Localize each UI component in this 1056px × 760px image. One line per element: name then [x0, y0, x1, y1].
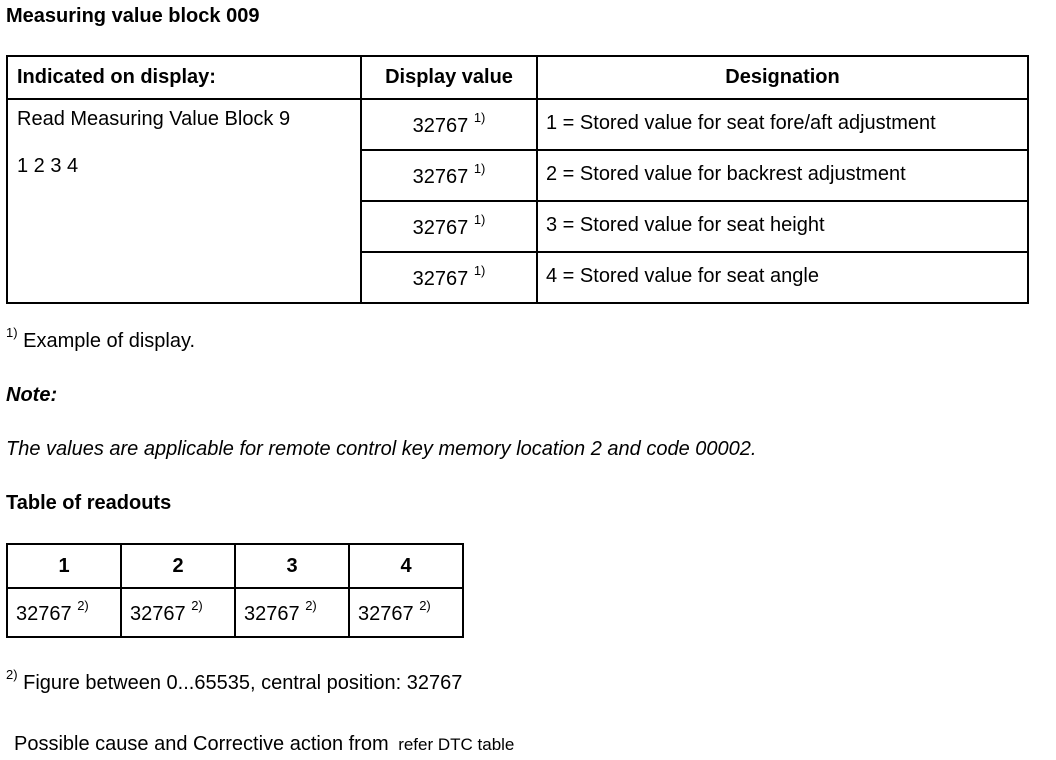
footnote-2: [6, 667, 463, 695]
designation-cell: 1 = Stored value for seat fore/aft adjustment: [537, 99, 1028, 150]
indicated-on-display-cell: [7, 99, 361, 303]
header-designation: Designation: [537, 56, 1028, 99]
note-label: Note:: [6, 384, 58, 406]
display-value: 32767: [412, 217, 469, 239]
readouts-header-row: [7, 544, 463, 588]
cause-label: Possible cause and Corrective action from: [14, 733, 389, 755]
readouts-row: [7, 588, 463, 637]
footnote-ref: 1): [473, 212, 486, 228]
footnote-ref: 2): [419, 597, 431, 613]
display-value-cell: [361, 99, 537, 150]
display-value: 32767: [412, 268, 469, 290]
readouts-header-1: 1: [7, 544, 121, 588]
footnote-ref: 1): [473, 263, 486, 279]
readout-cell-2: [121, 588, 235, 637]
page-title: Measuring value block 009: [6, 5, 260, 27]
footnote-1: [6, 325, 196, 353]
cause-line: [14, 733, 514, 756]
display-value-cell: [361, 150, 537, 201]
readout-value: 32767: [16, 602, 72, 625]
footnote-1-text: Example of display.: [23, 330, 196, 352]
readouts-header-3: 3: [235, 544, 349, 588]
readouts-header-2: 2: [121, 544, 235, 588]
header-display-value: Display value: [361, 56, 537, 99]
designation-cell: 4 = Stored value for seat angle: [537, 252, 1028, 303]
display-value-cell: [361, 252, 537, 303]
note-text: The values are applicable for remote control key memory location 2 and code 00002.: [6, 438, 757, 460]
display-value: 32767: [412, 115, 469, 137]
footnote-2-text: Figure between 0...65535, central position: 32767: [23, 672, 463, 694]
indicated-fields: 1 2 3 4: [17, 155, 79, 177]
header-indicated-on-display: Indicated on display:: [7, 56, 361, 99]
footnote-ref: 1): [473, 161, 486, 177]
footnote-ref: 2): [305, 597, 317, 613]
readout-value: 32767: [244, 602, 300, 625]
table-row: [7, 99, 1028, 150]
dtc-table-link[interactable]: refer DTC table: [398, 735, 515, 754]
readout-cell-4: [349, 588, 463, 637]
readout-cell-3: [235, 588, 349, 637]
footnote-ref: 1): [473, 110, 486, 126]
readouts-title: Table of readouts: [6, 492, 172, 514]
measuring-value-table: [6, 55, 1029, 304]
readout-value: 32767: [130, 602, 186, 625]
table-header-row: [7, 56, 1028, 99]
readouts-header-4: 4: [349, 544, 463, 588]
footnote-ref: 2): [77, 597, 89, 613]
readouts-table: [6, 543, 464, 638]
readout-cell-1: [7, 588, 121, 637]
designation-cell: 2 = Stored value for backrest adjustment: [537, 150, 1028, 201]
designation-cell: 3 = Stored value for seat height: [537, 201, 1028, 252]
display-value: 32767: [412, 166, 469, 188]
footnote-2-marker: 2): [6, 667, 18, 683]
footnote-1-marker: 1): [6, 325, 18, 341]
indicated-instruction: Read Measuring Value Block 9: [17, 108, 291, 130]
display-value-cell: [361, 201, 537, 252]
footnote-ref: 2): [191, 597, 203, 613]
readout-value: 32767: [358, 602, 414, 625]
